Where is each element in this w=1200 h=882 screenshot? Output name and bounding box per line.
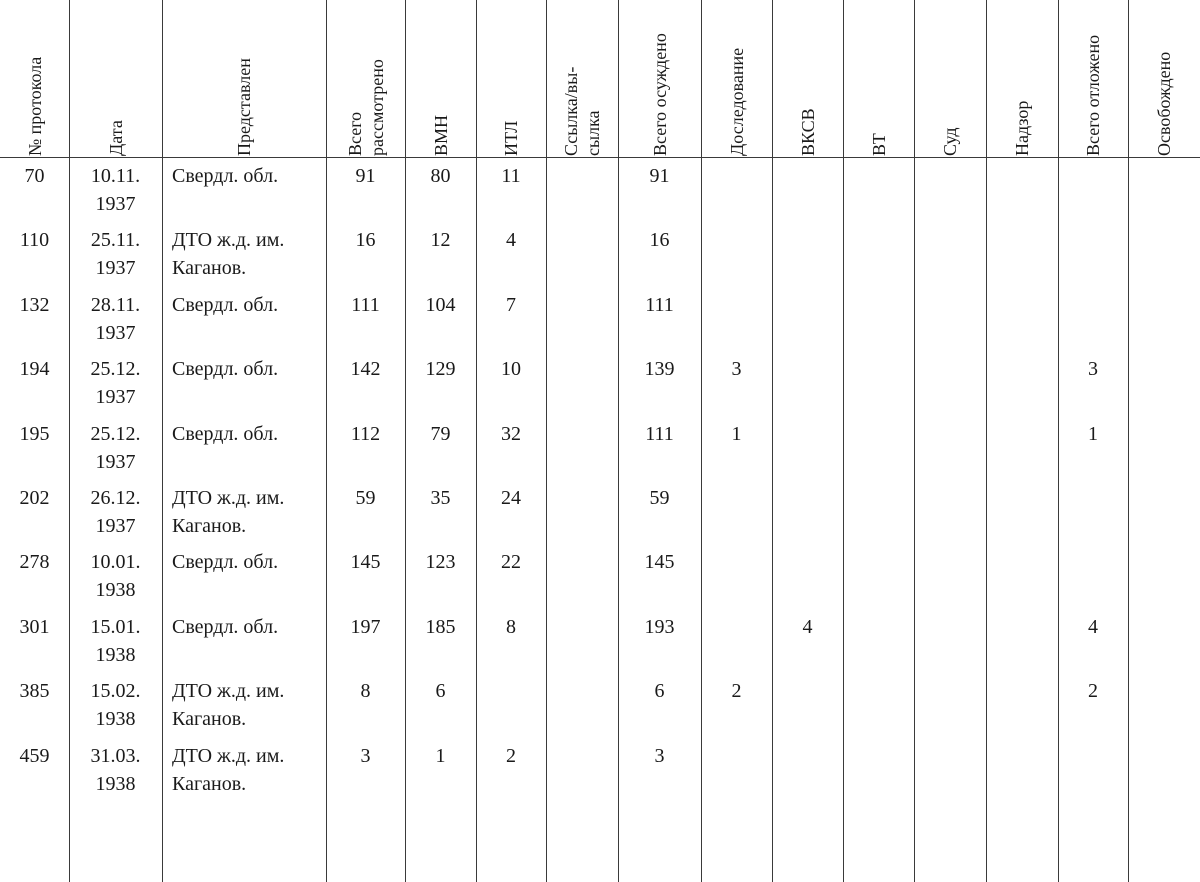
cell-protocol-number: 459	[19, 744, 50, 767]
header-label: Надзор	[1012, 100, 1032, 156]
cell-date: 25.11. 1937	[90, 229, 141, 280]
cell-total-postponed: 4	[1088, 615, 1098, 638]
cell-presented-by: ДТО ж.д. им. Каганов.	[172, 487, 285, 537]
table-row	[0, 355, 1200, 419]
table-row	[0, 613, 1200, 677]
header-protocol-number	[0, 4, 69, 156]
cell-total-reviewed: 112	[350, 422, 381, 445]
cell-protocol-number: 132	[19, 293, 50, 316]
header-label: Всего отложено	[1083, 34, 1103, 156]
cell-itl: 32	[501, 422, 521, 445]
cell-itl: 4	[506, 229, 516, 252]
cell-vmn: 185	[425, 615, 456, 638]
header-label: Суд	[940, 127, 960, 156]
cell-date: 25.12. 1937	[90, 422, 141, 473]
cell-presented-by: Свердл. обл.	[172, 551, 279, 574]
cell-protocol-number: 110	[19, 229, 50, 252]
header-label: Дата	[106, 120, 126, 156]
cell-date: 15.01. 1938	[90, 615, 141, 666]
cell-total-convicted: 59	[649, 487, 670, 509]
cell-total-reviewed: 3	[360, 744, 371, 767]
header-label: ИТЛ	[501, 120, 521, 156]
cell-itl: 10	[501, 358, 521, 381]
cell-itl: 7	[506, 293, 516, 316]
header-vt	[843, 4, 914, 156]
cell-total-reviewed: 59	[355, 487, 376, 509]
header-total-reviewed	[326, 4, 405, 156]
table-row	[0, 420, 1200, 484]
cell-total-convicted: 139	[644, 358, 675, 381]
cell-presented-by: ДТО ж.д. им. Каганов.	[172, 229, 285, 280]
header-date	[69, 4, 162, 156]
table-row	[0, 162, 1200, 226]
header-label: Доследование	[727, 47, 747, 156]
header-label: Всего осуждено	[650, 33, 670, 156]
cell-reinvestigation: 3	[731, 358, 742, 381]
cell-date: 10.11. 1937	[90, 165, 141, 215]
header-court	[914, 4, 986, 156]
cell-total-postponed: 3	[1088, 358, 1098, 381]
cell-presented-by: Свердл. обл.	[172, 358, 279, 381]
cell-total-convicted: 145	[644, 551, 675, 574]
cell-vmn: 129	[425, 358, 456, 381]
cell-total-reviewed: 145	[350, 551, 381, 574]
cell-presented-by: Свердл. обл.	[172, 615, 279, 638]
cell-total-convicted: 3	[654, 744, 665, 767]
cell-total-reviewed: 197	[350, 615, 381, 638]
cell-date: 15.02. 1938	[90, 680, 141, 731]
cell-total-reviewed: 111	[351, 293, 380, 316]
cell-total-reviewed: 8	[360, 680, 371, 703]
cell-presented-by: Свердл. обл.	[172, 165, 279, 187]
header-label: ВТ	[869, 133, 889, 156]
header-itl	[476, 4, 546, 156]
cell-protocol-number: 194	[19, 358, 50, 381]
table-row	[0, 548, 1200, 612]
cell-vmn: 35	[430, 487, 451, 509]
header-label: Представлен	[234, 58, 254, 156]
cell-total-convicted: 111	[645, 422, 674, 445]
header-vmn	[405, 4, 476, 156]
cell-date: 25.12. 1937	[90, 358, 141, 409]
cell-presented-by: ДТО ж.д. им. Каганов.	[172, 744, 285, 795]
cell-presented-by: Свердл. обл.	[172, 422, 279, 445]
cell-protocol-number: 195	[19, 422, 50, 445]
header-label: ВМН	[431, 114, 451, 156]
table-row	[0, 742, 1200, 806]
header-released	[1128, 4, 1200, 156]
cell-vmn: 1	[435, 744, 446, 767]
table-row	[0, 484, 1200, 548]
cell-presented-by: ДТО ж.д. им. Каганов.	[172, 680, 285, 731]
cell-date: 28.11. 1937	[90, 293, 141, 344]
cell-date: 26.12. 1937	[90, 487, 141, 537]
cell-total-postponed: 2	[1088, 680, 1098, 703]
cell-protocol-number: 278	[19, 551, 50, 574]
header-exile	[546, 4, 618, 156]
cell-vmn: 6	[435, 680, 446, 703]
header-label: Освобождено	[1154, 51, 1174, 156]
cell-total-convicted: 91	[649, 165, 670, 187]
cell-reinvestigation: 2	[731, 680, 742, 703]
cell-presented-by: Свердл. обл.	[172, 293, 279, 316]
cell-total-reviewed: 16	[355, 229, 376, 252]
cell-total-convicted: 193	[644, 615, 675, 638]
header-total-postponed	[1058, 4, 1128, 156]
cell-total-convicted: 111	[645, 293, 674, 316]
cell-vmn: 123	[425, 551, 456, 574]
cell-total-convicted: 16	[649, 229, 670, 252]
cell-date: 31.03. 1938	[90, 744, 141, 795]
cell-itl: 8	[506, 615, 516, 638]
cell-itl: 24	[501, 487, 521, 509]
cell-protocol-number: 301	[19, 615, 50, 638]
cell-vmn: 12	[430, 229, 451, 252]
cell-itl: 2	[506, 744, 516, 767]
header-total-convicted	[618, 4, 701, 156]
header-presented-by	[162, 4, 326, 156]
cell-reinvestigation: 1	[731, 422, 742, 445]
header-supervision	[986, 4, 1058, 156]
cell-vksv: 4	[802, 615, 813, 638]
header-label: ВКСВ	[798, 108, 818, 156]
cell-itl: 11	[501, 165, 521, 187]
cell-protocol-number: 385	[19, 680, 50, 703]
cell-total-convicted: 6	[654, 680, 665, 703]
table-row	[0, 226, 1200, 290]
header-divider	[0, 157, 1200, 158]
header-vksv	[772, 4, 843, 156]
cell-protocol-number: 202	[19, 487, 50, 509]
header-reinvestigation	[701, 4, 772, 156]
cell-date: 10.01. 1938	[90, 551, 141, 602]
cell-itl: 22	[501, 551, 521, 574]
cell-total-reviewed: 142	[350, 358, 381, 381]
cell-vmn: 104	[425, 293, 456, 316]
header-label: № протокола	[25, 56, 45, 156]
table-row	[0, 291, 1200, 355]
cell-protocol-number: 70	[24, 165, 45, 187]
cell-total-postponed: 1	[1088, 422, 1098, 445]
cell-vmn: 80	[430, 165, 451, 187]
header-label: Всего рассмотрено	[345, 59, 387, 156]
cell-vmn: 79	[430, 422, 451, 445]
cell-total-reviewed: 91	[355, 165, 376, 187]
table-row	[0, 677, 1200, 741]
header-label: Ссылка/вы- сылка	[561, 66, 603, 156]
